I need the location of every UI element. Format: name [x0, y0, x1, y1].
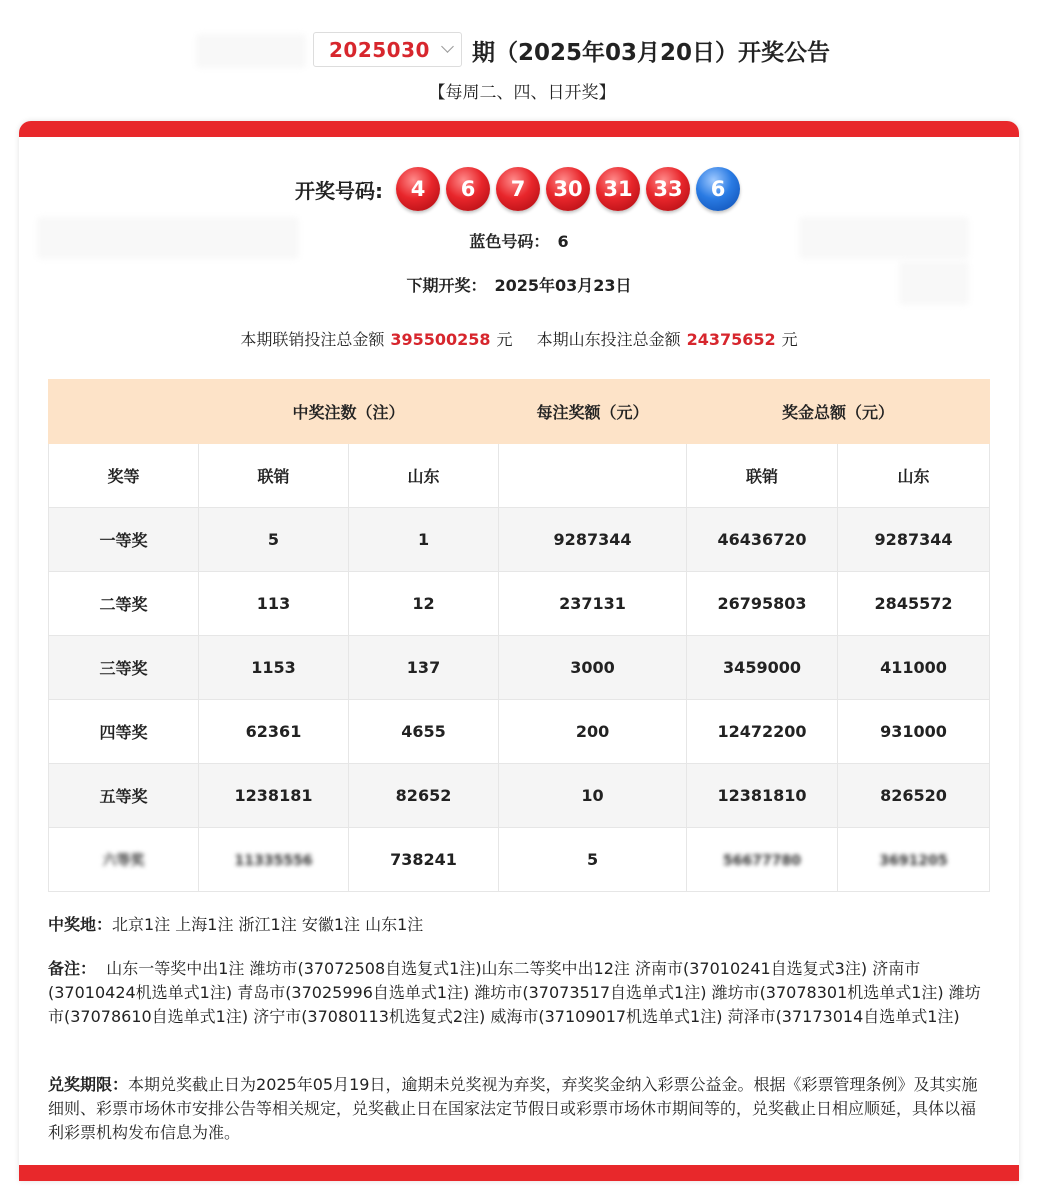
blurred-logo	[196, 34, 306, 68]
results-card	[19, 121, 1019, 1181]
red-ball: 30	[546, 167, 590, 211]
blue-number-label: 蓝色号码：	[469, 232, 550, 251]
total-shandong: 9287344	[838, 508, 990, 572]
national-sales-label: 本期联销投注总金额	[240, 330, 385, 349]
prize-level: 一等奖	[49, 508, 199, 572]
count-national: 113	[199, 572, 349, 636]
winners-location	[48, 913, 988, 937]
winners-text: 北京1注 上海1注 浙江1注 安徽1注 山东1注	[112, 915, 424, 934]
per-prize: 237131	[499, 572, 687, 636]
issue-select[interactable]	[313, 32, 462, 67]
next-draw-line	[19, 273, 1019, 296]
red-ball: 33	[646, 167, 690, 211]
total-national: 26795803	[687, 572, 838, 636]
shandong-sales-label: 本期山东投注总金额	[536, 330, 681, 349]
blue-number-line	[19, 229, 1019, 252]
national-sales-unit: 元	[496, 330, 513, 349]
next-draw-label: 下期开奖：	[406, 276, 487, 295]
draw-schedule: 【每周二、四、日开奖】	[428, 83, 616, 103]
red-ball: 7	[496, 167, 540, 211]
total-shandong: 826520	[838, 764, 990, 828]
shandong-sales-unit: 元	[781, 330, 798, 349]
count-shandong: 12	[349, 572, 499, 636]
prize-level: 三等奖	[49, 636, 199, 700]
deadline-label: 兑奖期限：	[48, 1075, 129, 1094]
table-row	[49, 764, 990, 828]
col-per-empty	[499, 444, 687, 508]
per-prize: 9287344	[499, 508, 687, 572]
card-top-bar	[19, 121, 1019, 137]
count-national: 1238181	[199, 764, 349, 828]
count-shandong: 4655	[349, 700, 499, 764]
col-level: 奖等	[49, 444, 199, 508]
table-row	[49, 828, 990, 892]
blue-ball: 6	[696, 167, 740, 211]
sales-summary	[19, 327, 1019, 350]
blurred-total-national: 56677780	[723, 853, 801, 869]
card-bottom-bar	[19, 1165, 1019, 1181]
count-national: 62361	[199, 700, 349, 764]
table-header-row	[49, 380, 990, 444]
col-total-shandong: 山东	[838, 444, 990, 508]
total-national: 46436720	[687, 508, 838, 572]
table-row	[49, 700, 990, 764]
blurred-level: 六等奖	[102, 852, 145, 869]
remarks	[48, 957, 988, 1029]
per-prize: 10	[499, 764, 687, 828]
red-ball: 4	[396, 167, 440, 211]
table-row	[49, 636, 990, 700]
winners-label: 中奖地：	[48, 915, 113, 934]
deadline-text: 本期兑奖截止日为2025年05月19日，逾期未兑奖视为弃奖，弃奖奖金纳入彩票公益金。根据《彩票管理条例》及其实施细则、彩票市场休市安排公告等相关规定，兑奖截止日在国家法定节假日或彩票市场休市期间等的，兑奖截止日相应顺延，具体以福利彩票机构发布信息为准。	[48, 1075, 978, 1142]
page-title: 期（2025年03月20日）开奖公告	[472, 40, 831, 66]
table-header-empty	[49, 380, 199, 444]
red-ball: 6	[446, 167, 490, 211]
prize-level	[49, 828, 199, 892]
remarks-label: 备注：	[48, 959, 97, 978]
national-sales-amount: 395500258	[390, 330, 491, 349]
header-winning-count: 中奖注数（注）	[199, 380, 499, 444]
per-prize: 5	[499, 828, 687, 892]
issue-number: 2025030	[329, 37, 430, 62]
prize-table	[48, 379, 990, 892]
count-shandong: 1	[349, 508, 499, 572]
winning-numbers	[19, 165, 1019, 213]
blurred-total-shandong: 3691205	[879, 853, 948, 869]
remarks-text: 山东一等奖中出1注 潍坊市(37072508自选复式1注)山东二等奖中出12注 济南市(37010241自选复式3注) 济南市(37010424机选单式1注) 青岛市(37025996自选单式1注) 潍坊市(37073517自选单式1注) 潍坊市(37078301机选单式1注) 潍坊市(37078610自选单式1注) 济宁市(37080113机选复式2注) 威海市(37109017机选单式1注) 菏泽市(37173014自选单式1注)	[48, 959, 981, 1026]
prize-level: 二等奖	[49, 572, 199, 636]
per-prize: 3000	[499, 636, 687, 700]
red-ball: 31	[596, 167, 640, 211]
per-prize: 200	[499, 700, 687, 764]
col-total-national: 联销	[687, 444, 838, 508]
count-shandong: 137	[349, 636, 499, 700]
table-subheader-row	[49, 444, 990, 508]
prize-level: 五等奖	[49, 764, 199, 828]
total-national	[687, 828, 838, 892]
col-count-national: 联销	[199, 444, 349, 508]
total-shandong	[838, 828, 990, 892]
prize-level: 四等奖	[49, 700, 199, 764]
count-national: 5	[199, 508, 349, 572]
col-count-shandong: 山东	[349, 444, 499, 508]
header-per-prize: 每注奖额（元）	[499, 380, 687, 444]
count-national	[199, 828, 349, 892]
header-total-prize: 奖金总额（元）	[687, 380, 990, 444]
total-shandong: 411000	[838, 636, 990, 700]
blurred-count-national: 11335556	[234, 853, 313, 869]
count-shandong: 738241	[349, 828, 499, 892]
shandong-sales-amount: 24375652	[686, 330, 776, 349]
total-shandong: 931000	[838, 700, 990, 764]
claim-deadline	[48, 1073, 988, 1145]
total-national: 3459000	[687, 636, 838, 700]
chevron-down-icon[interactable]	[441, 40, 454, 53]
blue-number-value: 6	[557, 232, 569, 251]
winning-numbers-label: 开奖号码:	[295, 178, 383, 203]
count-shandong: 82652	[349, 764, 499, 828]
count-national: 1153	[199, 636, 349, 700]
total-shandong: 2845572	[838, 572, 990, 636]
table-row	[49, 508, 990, 572]
total-national: 12381810	[687, 764, 838, 828]
page-header	[0, 0, 1044, 118]
table-row	[49, 572, 990, 636]
total-national: 12472200	[687, 700, 838, 764]
next-draw-value: 2025年03月23日	[494, 276, 632, 295]
